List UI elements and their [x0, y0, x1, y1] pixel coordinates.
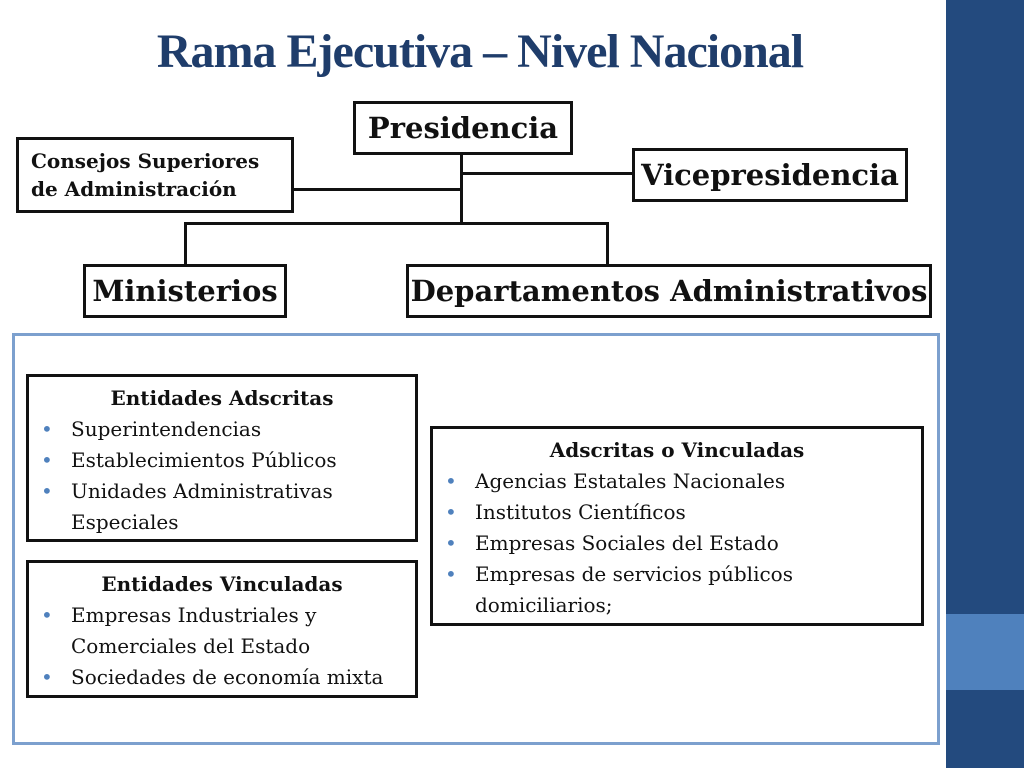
entidades-vinculadas-title: Entidades Vinculadas [101, 572, 343, 596]
list-item: • Establecimientos Públicos [29, 445, 415, 476]
departamentos-box [406, 264, 932, 318]
connector-ministerios [184, 222, 187, 266]
presidencia-box [353, 101, 573, 155]
entidades-adscritas-list [29, 414, 415, 538]
ministerios-box [83, 264, 287, 318]
consejos-label [31, 147, 259, 203]
departamentos-label: Departamentos Administrativos [410, 274, 928, 308]
adscritas-o-vinculadas-box [430, 426, 924, 626]
list-item: • Institutos Científicos [433, 497, 921, 528]
consejos-label-line1: Consejos Superiores [31, 149, 260, 173]
connector-vicepresidencia [460, 172, 634, 175]
list-item: • Empresas Industriales y Comerciales del Estado [29, 600, 415, 662]
entidades-vinculadas-list [29, 600, 415, 693]
consejos-box [16, 137, 294, 213]
vicepresidencia-label: Vicepresidencia [641, 158, 899, 192]
slide-title: Rama Ejecutiva – Nivel Nacional [156, 25, 804, 78]
consejos-label-line2: de Administración [31, 177, 237, 201]
list-item: • Empresas de servicios públicos domiciliarios; [433, 559, 921, 621]
entidades-vinculadas-box [26, 560, 418, 698]
adscritas-o-vinculadas-list [433, 466, 921, 621]
list-item: • Empresas Sociales del Estado [433, 528, 921, 559]
list-item: • Superintendencias [29, 414, 415, 445]
adscritas-o-vinculadas-title: Adscritas o Vinculadas [549, 438, 805, 462]
entidades-adscritas-box [26, 374, 418, 542]
list-item: • Agencias Estatales Nacionales [433, 466, 921, 497]
connector-horizontal-bus [184, 222, 608, 225]
connector-departamentos [606, 222, 609, 266]
sidebar-accent-band [946, 614, 1024, 690]
vicepresidencia-box [632, 148, 908, 202]
entidades-adscritas-title: Entidades Adscritas [110, 386, 334, 410]
list-item: • Unidades Administrativas Especiales [29, 476, 415, 538]
list-item: • Sociedades de economía mixta [29, 662, 415, 693]
ministerios-label: Ministerios [92, 274, 278, 308]
presidencia-label: Presidencia [367, 111, 559, 145]
connector-consejos [292, 188, 462, 191]
